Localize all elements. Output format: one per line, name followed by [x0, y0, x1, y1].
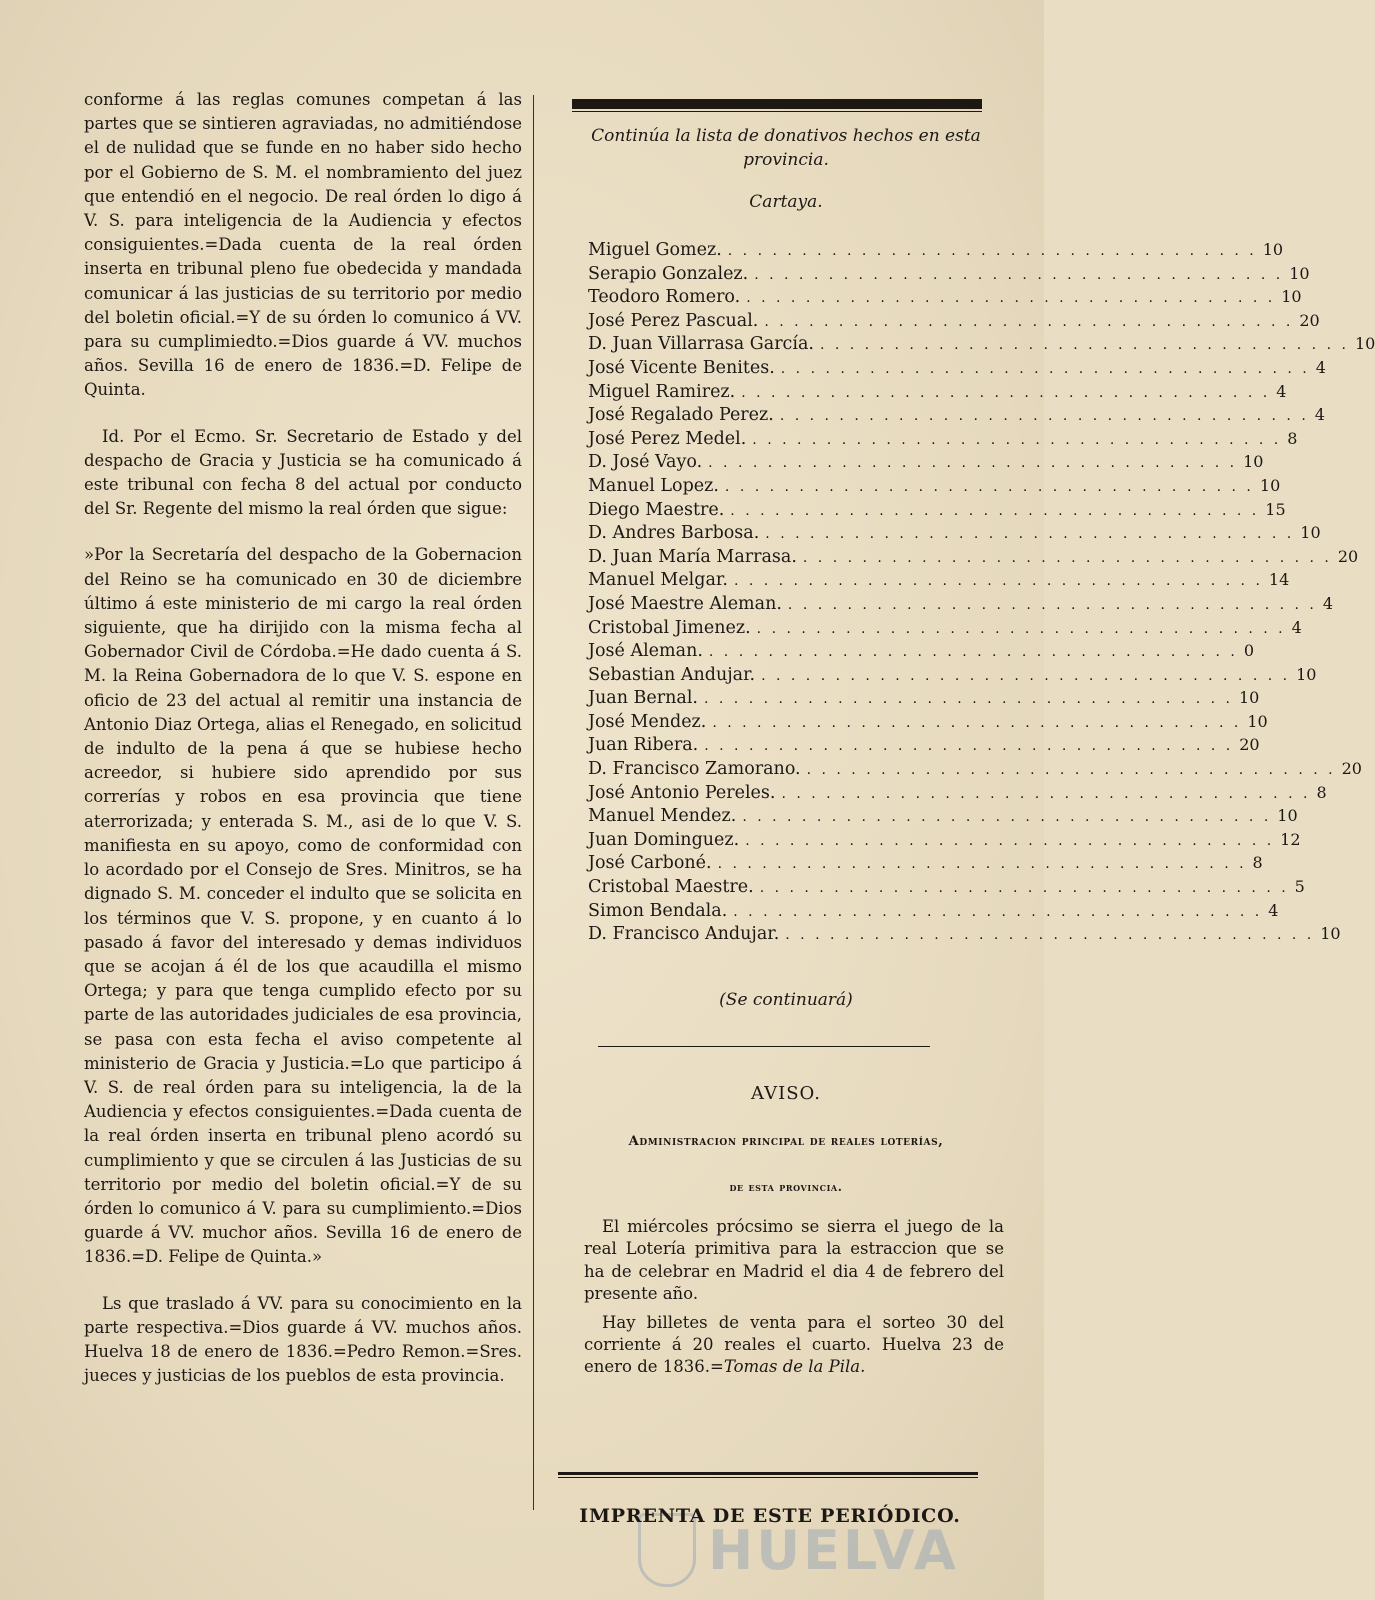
donor-name: Juan Bernal.	[588, 688, 698, 709]
leader-dots: . . . . . . . . . . . . . . . . . . . . . . . . . . . . . . . . . . . .	[742, 809, 1272, 826]
notice-body	[584, 1216, 1004, 1379]
donor-name: D. Andres Barbosa.	[588, 523, 760, 544]
donor-row	[588, 853, 1263, 877]
leader-dots: . . . . . . . . . . . . . . . . . . . . . . . . . . . . . . . . . . . .	[704, 738, 1234, 755]
paragraph-real-orden-end: conforme á las reglas comunes competan á las partes que se sintieren agraviadas, no admitiéndose el de nulidad que se funde en no haber sido hecho por el Gobierno de S. M. el nombramiento del juez que entendió en el negocio. De real órden lo digo á V. S. para inteligencia de la Audiencia y efectos consiguientes.=Dada cuenta de la real órden inserta en tribunal pleno fue obedecida y mandada comunicar á las justicias de su territorio por medio del boletin oficial.=Y de su órden lo comunico á VV. para su cumplimiedto.=Dios guarde á VV. muchos años. Sevilla 16 de enero de 1836.=D. Felipe de Quinta.	[84, 90, 522, 400]
leader-dots: . . . . . . . . . . . . . . . . . . . . . . . . . . . . . . . . . . . .	[727, 243, 1257, 259]
notice-administration: Administracion principal de reales loterías,	[628, 1134, 944, 1149]
leader-dots: . . . . . . . . . . . . . . . . . . . . . . . . . . . . . . . . . . . .	[785, 927, 1315, 944]
donor-name: D. Francisco Andujar.	[588, 924, 780, 945]
donor-name: Juan Dominguez.	[588, 829, 740, 850]
donor-row	[588, 334, 1375, 358]
leader-dots: . . . . . . . . . . . . . . . . . . . . . . . . . . . . . . . . . . . .	[761, 667, 1291, 684]
donor-name: José Antonio Pereles.	[588, 782, 776, 803]
donor-row	[588, 499, 1286, 524]
donations-heading: Continúa la lista de donativos hechos en esta provincia.	[591, 126, 981, 170]
leader-dots: . . . . . . . . . . . . . . . . . . . . . . . . . . . . . . . . . . . .	[741, 384, 1271, 401]
donor-name: Manuel Lopez.	[588, 475, 719, 496]
donor-row	[588, 664, 1317, 689]
notice-province: de esta provincia.	[729, 1180, 843, 1194]
leader-dots: . . . . . . . . . . . . . . . . . . . . . . . . . . . . . . . . . . . .	[712, 714, 1242, 731]
donor-row	[588, 240, 1284, 264]
donor-row	[588, 711, 1268, 736]
donor-row	[588, 263, 1310, 288]
donor-row	[588, 900, 1279, 925]
leader-dots: . . . . . . . . . . . . . . . . . . . . . . . . . . . . . . . . . . . .	[759, 880, 1289, 897]
leader-dots: . . . . . . . . . . . . . . . . . . . . . . . . . . . . . . . . . . . .	[704, 691, 1233, 708]
donor-amount: 20	[1337, 546, 1359, 566]
donor-row	[588, 617, 1302, 642]
leader-dots: . . . . . . . . . . . . . . . . . . . . . . . . . . . . . . . . . . . .	[717, 856, 1247, 873]
leader-dots: . . . . . . . . . . . . . . . . . . . . . . . . . . . . . . . . . . . .	[746, 290, 1276, 307]
leader-dots: . . . . . . . . . . . . . . . . . . . . . . . . . . . . . . . . . . . .	[708, 644, 1238, 661]
notice-paragraph-tickets	[584, 1312, 1004, 1379]
donor-name: José Perez Pascual.	[588, 310, 759, 331]
donor-amount: 10	[1300, 523, 1321, 543]
donor-amount: 4	[1315, 357, 1326, 377]
donor-name: Miguel Gomez.	[588, 240, 722, 260]
leader-dots: . . . . . . . . . . . . . . . . . . . . . . . . . . . . . . . . . . . .	[802, 549, 1332, 566]
leader-dots: . . . . . . . . . . . . . . . . . . . . . . . . . . . . . . . . . . . .	[780, 360, 1310, 377]
printer-imprint: IMPRENTA DE ESTE PERIÓDICO.	[579, 1505, 961, 1527]
donor-amount: 10	[1320, 924, 1341, 944]
donor-name: D. Francisco Zamorano.	[588, 759, 801, 780]
leader-dots: . . . . . . . . . . . . . . . . . . . . . . . . . . . . . . . . . . . .	[787, 596, 1317, 613]
notice-signature: Tomas de la Pila.	[723, 1357, 866, 1377]
donor-name: Teodoro Romero.	[588, 287, 741, 308]
donor-amount: 0	[1243, 641, 1255, 661]
donor-row	[588, 735, 1260, 759]
donor-name: Juan Ribera.	[588, 735, 699, 756]
leader-dots: . . . . . . . . . . . . . . . . . . . . . . . . . . . . . . . . . . . .	[724, 478, 1254, 495]
donor-name: Cristobal Maestre.	[588, 877, 754, 898]
donor-row	[588, 475, 1281, 500]
donor-name: José Mendez.	[588, 711, 707, 732]
leader-dots: . . . . . . . . . . . . . . . . . . . . . . . . . . . . . . . . . . . .	[765, 526, 1295, 543]
leader-dots: . . . . . . . . . . . . . . . . . . . . . . . . . . . . . . . . . . . .	[730, 502, 1260, 519]
donor-name: D. Juan Villarrasa García.	[588, 334, 814, 355]
donor-row	[588, 877, 1305, 901]
donor-amount: 10	[1296, 664, 1317, 684]
donor-name: Serapio Gonzalez.	[588, 263, 749, 284]
paragraph-id-gracia-justicia: Id. Por el Ecmo. Sr. Secretario de Estado y del despacho de Gracia y Justicia se ha comunicado á este tribunal con fecha 8 del actual por conducto del Sr. Regente del mismo la real órden que sigue:	[84, 426, 522, 519]
donor-row	[588, 546, 1359, 571]
donor-amount: 12	[1280, 829, 1301, 849]
donor-name: José Carboné.	[588, 853, 712, 874]
donor-list	[588, 240, 1375, 948]
notice-tickets-text: Hay billetes de venta para el sorteo 30 del corriente á 20 reales el cuarto. Huelva 23 de enero de 1836.=	[584, 1312, 1004, 1377]
donor-row	[588, 759, 1362, 783]
leader-dots: . . . . . . . . . . . . . . . . . . . . . . . . . . . . . . . . . . . .	[806, 762, 1336, 779]
donor-row	[588, 428, 1298, 453]
town-heading: Cartaya.	[749, 192, 823, 212]
donor-row	[588, 357, 1326, 382]
donor-row	[588, 782, 1327, 807]
donor-amount: 20	[1299, 310, 1320, 330]
donor-amount: 20	[1239, 735, 1260, 755]
donor-amount: 15	[1265, 499, 1286, 519]
donor-row	[588, 829, 1301, 854]
donor-amount: 4	[1291, 617, 1302, 637]
donor-name: Miguel Ramirez.	[588, 381, 736, 402]
leader-dots: . . . . . . . . . . . . . . . . . . . . . . . . . . . . . . . . . . . .	[756, 620, 1286, 637]
donor-name: José Vicente Benites.	[588, 357, 775, 378]
donor-row	[588, 924, 1341, 948]
leader-dots: . . . . . . . . . . . . . . . . . . . . . . . . . . . . . . . . . . . .	[764, 313, 1294, 330]
donor-amount: 4	[1268, 900, 1279, 920]
donor-name: José Regalado Perez.	[588, 405, 774, 426]
donor-amount: 10	[1277, 806, 1298, 826]
donor-amount: 4	[1322, 593, 1334, 613]
donor-name: D. Juan María Marrasa.	[588, 546, 797, 567]
divider-rule	[598, 1046, 930, 1047]
donor-name: Sebastian Andujar.	[588, 664, 756, 685]
donor-row	[588, 310, 1320, 335]
donor-amount: 20	[1341, 759, 1362, 779]
donor-row	[588, 287, 1302, 311]
donor-row	[588, 381, 1287, 406]
donor-amount: 5	[1294, 877, 1305, 897]
section-rule	[572, 99, 982, 109]
donor-amount: 10	[1247, 711, 1268, 731]
donor-amount: 10	[1354, 334, 1375, 354]
imprint-rule	[558, 1472, 978, 1475]
donor-name: D. José Vayo.	[588, 452, 703, 473]
donor-row	[588, 688, 1260, 712]
continuation-note: (Se continuará)	[719, 990, 853, 1010]
donor-amount: 8	[1252, 853, 1263, 873]
donor-row	[588, 523, 1321, 547]
leader-dots: . . . . . . . . . . . . . . . . . . . . . . . . . . . . . . . . . . . .	[733, 903, 1263, 920]
leader-dots: . . . . . . . . . . . . . . . . . . . . . . . . . . . . . . . . . . . .	[745, 832, 1275, 849]
donor-amount: 4	[1276, 381, 1287, 401]
donor-name: José Perez Medel.	[588, 428, 747, 449]
donor-name: Cristobal Jimenez.	[588, 617, 751, 638]
donor-row	[588, 405, 1325, 429]
donor-row	[588, 593, 1334, 618]
donor-row	[588, 806, 1298, 830]
leader-dots: . . . . . . . . . . . . . . . . . . . . . . . . . . . . . . . . . . . .	[733, 573, 1263, 590]
donor-amount: 10	[1281, 287, 1302, 307]
donor-amount: 10	[1243, 452, 1264, 472]
donor-amount: 10	[1259, 475, 1281, 495]
donor-amount: 10	[1262, 240, 1284, 259]
donor-name: Manuel Melgar.	[588, 570, 728, 591]
paragraph-traslado: Ls que traslado á VV. para su conocimiento en la parte respectiva.=Dios guarde á VV. muchos años. Huelva 18 de enero de 1836.=Pedro Remon.=Sres. jueces y justicias de los pueblos de esta provincia.	[84, 1293, 522, 1386]
notice-title: AVISO.	[751, 1083, 821, 1104]
donor-row	[588, 641, 1255, 665]
leader-dots: . . . . . . . . . . . . . . . . . . . . . . . . . . . . . . . . . . . .	[779, 408, 1309, 425]
notice-paragraph-lottery: El miércoles prócsimo se sierra el juego de la real Lotería primitiva para la estraccion que se ha de celebrar en Madrid el dia 4 de febrero del presente año.	[584, 1217, 1004, 1304]
column-divider	[533, 95, 534, 1510]
leader-dots: . . . . . . . . . . . . . . . . . . . . . . . . . . . . . . . . . . . .	[754, 266, 1284, 283]
donor-amount: 8	[1287, 428, 1298, 448]
donor-name: José Maestre Aleman.	[588, 593, 782, 614]
leader-dots: . . . . . . . . . . . . . . . . . . . . . . . . . . . . . . . . . . . .	[819, 337, 1349, 354]
donor-amount: 10	[1289, 263, 1310, 283]
leader-dots: . . . . . . . . . . . . . . . . . . . . . . . . . . . . . . . . . . . .	[752, 431, 1282, 448]
leader-dots: . . . . . . . . . . . . . . . . . . . . . . . . . . . . . . . . . . . .	[781, 785, 1311, 802]
donor-amount: 10	[1238, 688, 1260, 708]
donor-name: José Aleman.	[588, 641, 703, 662]
watermark-text: HUELVA	[708, 1518, 959, 1582]
leader-dots: . . . . . . . . . . . . . . . . . . . . . . . . . . . . . . . . . . . .	[708, 455, 1238, 472]
donor-amount: 4	[1314, 405, 1325, 425]
donor-name: Manuel Mendez.	[588, 806, 737, 827]
donor-row	[588, 570, 1290, 594]
donor-amount: 8	[1316, 782, 1327, 802]
donor-name: Diego Maestre.	[588, 499, 725, 520]
paragraph-indulto-quote: »Por la Secretaría del despacho de la Gobernacion del Reino se ha comunicado en 30 de diciembre último á este ministerio de mi cargo la real órden siguiente, que ha dirijido con la misma fecha al Gobernador Civil de Córdoba.=He dado cuenta á S. M. la Reina Gobernadora de lo que V. S. espone en oficio de 23 del actual al remitir una instancia de Antonio Diaz Ortega, alias el Renegado, en solicitud de indulto de la pena á que se hubiese hecho acreedor, si hubiere sido aprendido por sus correrías y robos en esa provincia que tiene aterrorizada; y enterada S. M., asi de lo que V. S. manifiesta en su apoyo, como de conformidad con lo acordado por el Consejo de Sres. Minitros, se ha dignado S. M. conceder el indulto que se solicita en los términos que V. S. propone, y en cuanto á lo pasado á favor del interesado y demas individuos que se acojan á él de los que acaudilla el mismo Ortega; y para que tenga cumplido efecto por su parte de las autoridades judiciales de esa provincia, se pasa con esta fecha el aviso competente al ministerio de Gracia y Justicia.=Lo que participo á V. S. de real órden para su inteligencia, la de la Audiencia y efectos consiguientes.=Dada cuenta de la real órden inserta en tribunal pleno acordó su cumplimiento y que se circulen á las Justicias de su territorio por medio del boletin oficial.=Y de su órden lo comunico á V. para su cumplimiento.=Dios guarde á VV. muchor años. Sevilla 16 de enero de 1836.=D. Felipe de Quinta.»	[84, 545, 522, 1267]
donor-amount: 14	[1268, 570, 1290, 590]
donor-name: Simon Bendala.	[588, 900, 728, 921]
donor-row	[588, 452, 1264, 476]
left-column	[84, 88, 522, 1388]
